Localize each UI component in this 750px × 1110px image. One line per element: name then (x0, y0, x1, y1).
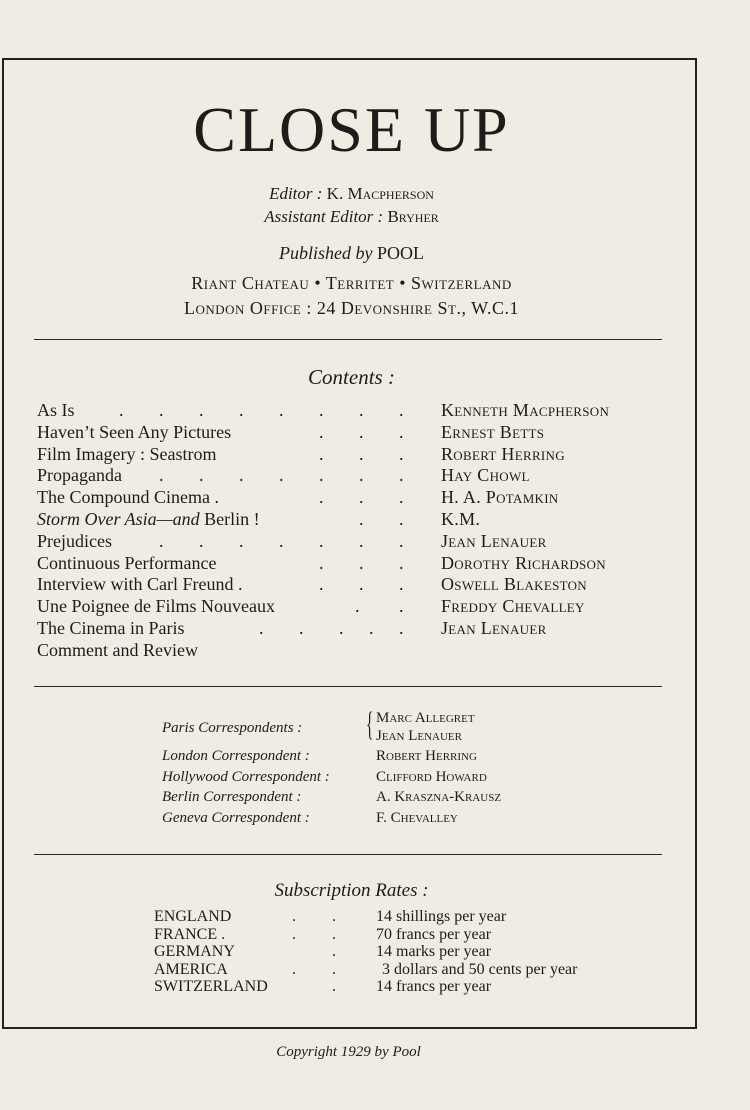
assistant-editor-line (4, 207, 699, 227)
contents-title: Storm Over Asia—and Berlin ! (37, 508, 260, 529)
editor-label: Editor : (269, 184, 323, 203)
correspondents-list (162, 706, 662, 830)
correspondent-label: Hollywood Correspondent : (162, 768, 330, 785)
correspondent-name: Robert Herring (376, 748, 477, 764)
contents-author: Jean Lenauer (441, 530, 547, 551)
correspondent-name: Jean Lenauer (376, 728, 462, 744)
contents-item: . . . . . . . . As Is Kenneth Macpherson (37, 400, 610, 420)
contents-item: . . . . . The Cinema in Paris Jean Lenauer (37, 617, 547, 638)
rate-country: SWITZERLAND (154, 978, 268, 996)
correspondent-label: London Correspondent : (162, 748, 310, 764)
rate-country: GERMANY (154, 943, 235, 961)
contents-title: Comment and Review (37, 639, 198, 660)
rate-country: FRANCE . (154, 925, 226, 943)
assistant-editor-label: Assistant Editor : (264, 207, 384, 226)
publisher-name: POOL (376, 243, 424, 263)
contents-item: . . . Continuous Performance Dorothy Richardson (37, 552, 606, 573)
contents-item: . . Une Poignee de Films Nouveaux Freddy Chevalley (37, 596, 585, 617)
page-frame (2, 58, 697, 1029)
correspondent-row (162, 748, 662, 769)
rate-country: ENGLAND (154, 908, 232, 925)
contents-author: H. A. Potamkin (441, 487, 559, 508)
rate-price: 70 francs per year (376, 925, 492, 943)
contents-heading: Contents : (308, 365, 395, 389)
address-line-2: London Office : 24 Devonshire St., W.C.1 (184, 298, 519, 318)
rate-price: 14 shillings per year (376, 908, 507, 925)
brace-glyph: { (366, 706, 374, 743)
divider-3 (34, 854, 662, 855)
correspondent-name: A. Kraszna-Krausz (376, 789, 502, 806)
contents-author: Oswell Blakeston (441, 574, 587, 595)
contents-author: Robert Herring (441, 443, 565, 464)
contents-title: Propaganda (37, 465, 122, 486)
correspondent-name: Marc Allegret (376, 710, 475, 726)
contents-title: Une Poignee de Films Nouveaux (37, 596, 275, 617)
editor-line (4, 184, 699, 204)
editor-name: K. Macpherson (326, 184, 434, 203)
contents-item: . . . Interview with Carl Freund . Oswell Blakeston (37, 574, 587, 595)
contents-title: The Compound Cinema . (37, 487, 219, 508)
contents-item: . . Storm Over Asia—and Berlin ! K.M. (37, 508, 481, 529)
divider-2 (34, 686, 662, 687)
rate-price: 3 dollars and 50 cents per year (382, 960, 578, 978)
subscription-rates (154, 908, 654, 996)
rate-row: AMERICA . . 3 dollars and 50 cents per year (154, 960, 578, 978)
rate-price: 14 marks per year (376, 943, 492, 961)
correspondent-name: F. Chevalley (376, 809, 458, 826)
contents-author: K.M. (441, 508, 481, 529)
contents-list (37, 400, 677, 662)
contents-title: As Is (37, 400, 75, 420)
contents-item: . . . . . . . Propaganda Hay Chowl (37, 465, 530, 486)
subscription-heading: Subscription Rates : (274, 880, 429, 901)
contents-item: . . . Film Imagery : Seastrom Robert Herring (37, 443, 565, 464)
address-line-1: Riant Chateau • Territet • Switzerland (191, 273, 512, 293)
contents-title: Prejudices (37, 530, 112, 551)
contents-title: Film Imagery : Seastrom (37, 443, 217, 464)
contents-author: Hay Chowl (441, 465, 530, 486)
rate-row: GERMANY . 14 marks per year (154, 943, 492, 961)
rate-country: AMERICA (154, 960, 228, 978)
contents-item: . . . Haven’t Seen Any Pictures Ernest Betts (37, 421, 545, 442)
contents-item: . . . . . . . Prejudices Jean Lenauer (37, 530, 547, 551)
contents-author: Freddy Chevalley (441, 596, 585, 617)
paris-correspondents-row (162, 706, 662, 748)
correspondent-name: Clifford Howard (376, 768, 487, 785)
rate-row: SWITZERLAND . 14 francs per year (154, 978, 492, 996)
rate-price: 14 francs per year (376, 978, 492, 996)
contents-author: Jean Lenauer (441, 617, 547, 638)
correspondent-row (162, 810, 662, 831)
contents-title: Haven’t Seen Any Pictures (37, 421, 232, 442)
contents-item (37, 640, 677, 662)
correspondent-label: Berlin Correspondent : (162, 789, 302, 806)
publisher-line (4, 243, 699, 264)
correspondent-label: Paris Correspondents : (162, 720, 303, 736)
magazine-title: CLOSE UP (193, 94, 510, 165)
correspondent-row (162, 769, 662, 790)
contents-title: Interview with Carl Freund . (37, 574, 243, 595)
divider-1 (34, 339, 662, 340)
contents-author: Dorothy Richardson (441, 552, 606, 573)
contents-item: . . . The Compound Cinema . H. A. Potamkin (37, 487, 559, 508)
copyright-notice: Copyright 1929 by Pool (276, 1044, 421, 1060)
correspondent-row (162, 789, 662, 810)
published-label: Published by (279, 243, 373, 263)
rate-row: FRANCE . . . 70 francs per year (154, 925, 492, 943)
contents-author: Kenneth Macpherson (441, 400, 610, 420)
correspondent-label: Geneva Correspondent : (162, 809, 310, 826)
contents-title: The Cinema in Paris (37, 617, 185, 638)
assistant-editor-name: Bryher (387, 207, 439, 226)
contents-title: Continuous Performance (37, 552, 217, 573)
rate-row: ENGLAND . . 14 shillings per year (154, 908, 507, 925)
contents-author: Ernest Betts (441, 421, 545, 442)
